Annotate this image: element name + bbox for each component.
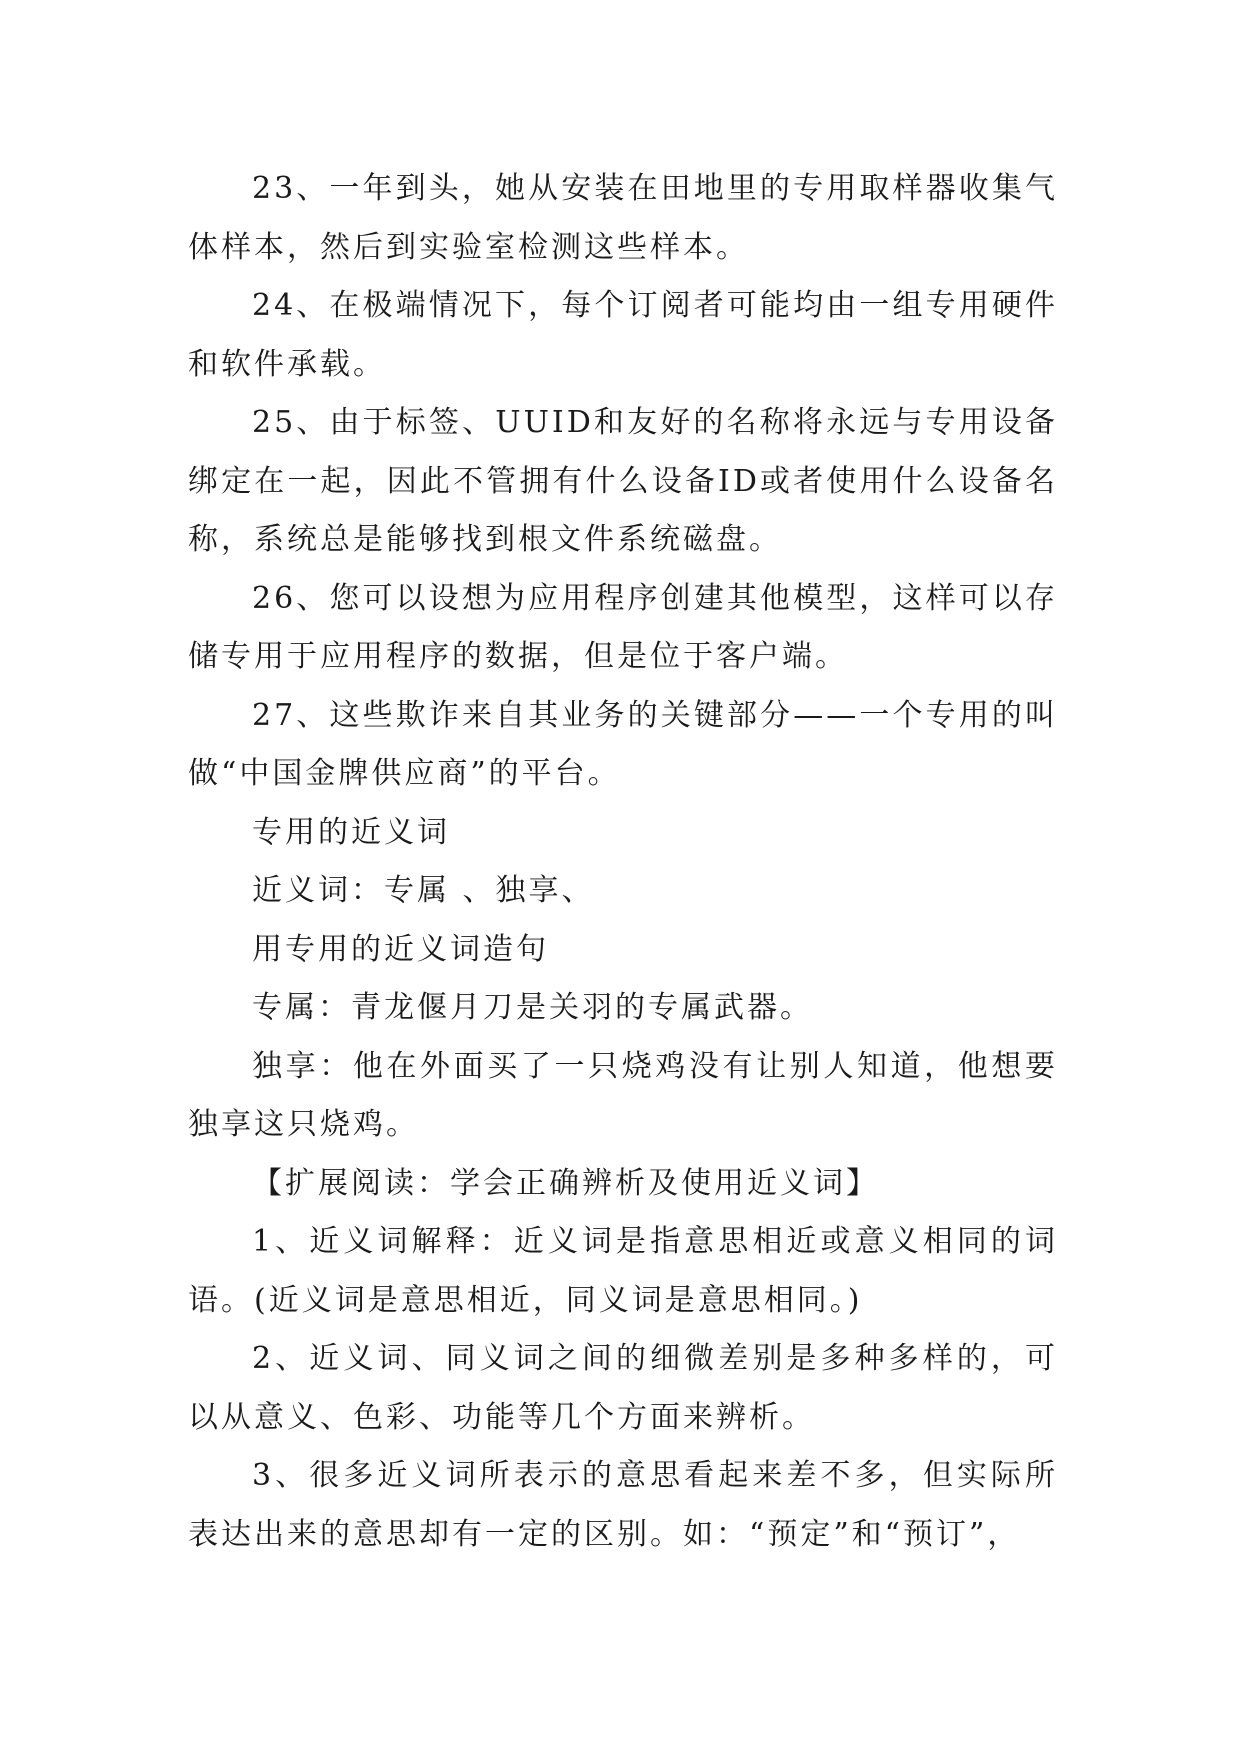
document-body: [188, 160, 1058, 1564]
sentence-zhuanshu: 专属：青龙偃月刀是关羽的专属武器。: [252, 990, 813, 1025]
extended-point-2: 2、近义词、同义词之间的细微差别是多种多样的，可以从意义、色彩、功能等几个方面来辨析。: [188, 1341, 1058, 1435]
synonym-list: 近义词：专属 、独享、: [252, 873, 595, 908]
paragraph-23: 23、一年到头，她从安装在田地里的专用取样器收集气体样本，然后到实验室检测这些样本。: [188, 171, 1058, 265]
paragraph-27: 27、这些欺诈来自其业务的关键部分——一个专用的叫做“中国金牌供应商”的平台。: [188, 697, 1058, 791]
paragraph-26: 26、您可以设想为应用程序创建其他模型，这样可以存储专用于应用程序的数据，但是位于客户端。: [188, 580, 1058, 674]
sentence-duxiang: 独享：他在外面买了一只烧鸡没有让别人知道，他想要独享这只烧鸡。: [188, 1048, 1058, 1142]
sentence-heading: 用专用的近义词造句: [252, 931, 549, 967]
synonym-heading: 专用的近义词: [252, 814, 450, 850]
extended-point-1: 1、近义词解释：近义词是指意思相近或意义相同的词语。(近义词是意思相近，同义词是意思相同。): [188, 1224, 1058, 1318]
paragraph-24: 24、在极端情况下，每个订阅者可能均由一组专用硬件和软件承载。: [188, 288, 1058, 382]
extended-point-3: 3、很多近义词所表示的意思看起来差不多，但实际所表达出来的意思却有一定的区别。如：“预定”和“预订”，: [188, 1458, 1058, 1552]
extended-reading-title: 【扩展阅读：学会正确辨析及使用近义词】: [252, 1165, 879, 1201]
paragraph-25: 25、由于标签、UUID和友好的名称将永远与专用设备绑定在一起，因此不管拥有什么设备ID或者使用什么设备名称，系统总是能够找到根文件系统磁盘。: [188, 405, 1058, 557]
